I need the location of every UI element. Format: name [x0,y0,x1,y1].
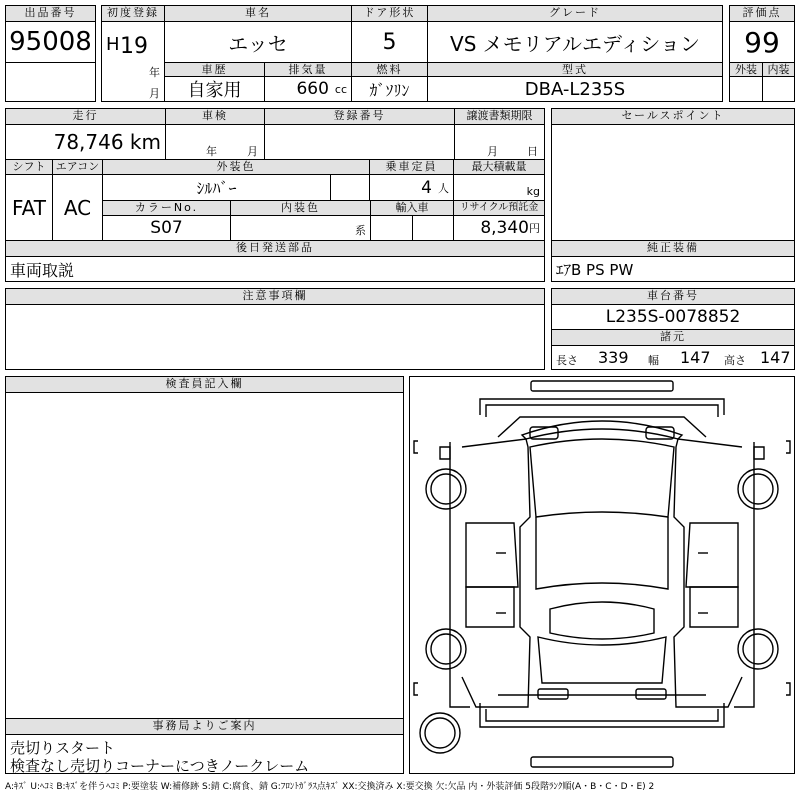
chassis-number-value: L235S-0078852 [551,304,795,330]
capacity-box [369,174,454,201]
first-reg-year: 19 [120,34,148,59]
history-value: 自家用 [164,76,265,102]
lot-number-label: 出品番号 [5,5,96,22]
office-notice-box [5,734,404,774]
transfer-deadline-box [454,124,545,160]
car-name-value: エッセ [164,21,352,63]
transfer-month-unit: 月 [487,145,498,158]
displacement-label: 排気量 [264,62,352,77]
length-label: 長さ [556,354,578,367]
mileage-label: 走行 [5,108,166,125]
import-value-a [370,215,413,241]
inspector-notes-label: 検査員記入欄 [5,376,404,393]
displacement-box [264,76,352,102]
history-label: 車歴 [164,62,265,77]
exterior-score-value [729,76,763,102]
model-code-label: 型式 [427,62,723,77]
lot-number-value: 95008 [5,21,96,63]
displacement-value: 660 [296,79,329,99]
interior-score-label: 内装 [762,62,795,77]
interior-color-label: 内装色 [230,200,371,216]
exterior-color-extra [330,174,370,201]
shift-value: FAT [5,174,53,241]
office-notice-line2: 検査なし売切りコーナーにつきノークレーム [10,757,310,774]
aircon-label: エアコン [52,159,103,175]
genuine-equipment-label: 純正装備 [551,240,795,257]
chassis-number-label: 車台番号 [551,288,795,305]
first-registration-label: 初度登録 [101,5,165,22]
office-notice-line1: 売切りスタート [10,739,116,757]
inspection-box [165,124,265,160]
sales-point-label: セールスポイント [551,108,795,125]
score-label: 評価点 [729,5,795,22]
inspection-month-unit: 月 [247,145,258,158]
aircon-value: AC [52,174,103,241]
interior-color-box [230,215,371,241]
recycle-fee-label: リサイクル預託金 [453,200,545,216]
later-parts-value: 車両取説 [5,256,545,282]
door-label: ドア形状 [351,5,428,22]
recycle-fee-unit: 円 [529,222,540,235]
import-label: 輸入車 [370,200,454,216]
car-name-label: 車名 [164,5,352,22]
max-load-unit: kg [526,185,540,198]
recycle-fee-box [453,215,545,241]
transfer-day-unit: 日 [527,145,538,158]
first-registration-box [101,21,165,102]
recycle-fee-value: 8,340 [480,218,529,238]
specs-box [551,345,795,370]
era-value: H [106,34,120,55]
transfer-deadline-label: 譲渡書類期限 [454,108,545,125]
max-load-box [453,174,545,201]
exterior-color-value: ｼﾙﾊﾞｰ [102,174,331,201]
car-diagram-panel [409,376,795,774]
height-label: 高さ [724,354,746,367]
width-value: 147 [680,348,711,367]
damage-legend: A:ｷｽﾞ U:ﾍｺﾐ B:ｷｽﾞを伴うﾍｺﾐ P:要塗装 W:補修跡 S:錆 C:腐食、錆 G:ﾌﾛﾝﾄｶﾞﾗｽ点ｷｽﾞ XX:交換済み X:要交換 欠:欠品 内・外装評価 5段階ﾗﾝｸ順(A・B・C・D・E) 2 [5,782,655,792]
grade-label: グレード [427,5,723,22]
fuel-label: 燃料 [351,62,428,77]
registration-number-value [264,124,455,160]
specs-label: 諸元 [551,329,795,346]
door-value: 5 [351,21,428,63]
genuine-equipment-value: ｴｱB PS PW [551,256,795,282]
score-value: 99 [729,21,795,63]
width-label: 幅 [648,354,659,367]
sales-point-value [551,124,795,241]
length-value: 339 [598,348,629,367]
max-load-label: 最大積載量 [453,159,545,175]
capacity-unit: 人 [438,181,449,195]
import-value-b [412,215,454,241]
interior-color-unit: 系 [355,224,366,237]
capacity-label: 乗車定員 [369,159,454,175]
year-unit: 年 [149,66,160,79]
color-number-value: S07 [102,215,231,241]
office-notice-label: 事務局よりご案内 [5,718,404,735]
model-code-value: DBA-L235S [427,76,723,102]
height-value: 147 [760,348,791,367]
grade-value: VS メモリアルエディション [427,21,723,63]
inspection-year-unit: 年 [206,145,217,158]
registration-number-label: 登録番号 [264,108,455,125]
shift-label: シフト [5,159,53,175]
month-unit: 月 [149,87,160,100]
later-parts-label: 後日発送部品 [5,240,545,257]
exterior-color-label: 外装色 [102,159,370,175]
car-diagram [410,377,794,773]
interior-score-value [762,76,795,102]
inspection-label: 車検 [165,108,265,125]
mileage-value: 78,746 km [5,124,166,160]
lot-number-blank [5,62,96,102]
notes-value [5,304,545,370]
displacement-unit: cc [334,82,347,96]
fuel-value: ｶﾞｿﾘﾝ [351,76,428,102]
notes-label: 注意事項欄 [5,288,545,305]
color-number-label: カラーNo. [102,200,231,216]
inspector-notes-area [5,392,404,719]
capacity-value: 4 [421,177,432,198]
exterior-score-label: 外装 [729,62,763,77]
